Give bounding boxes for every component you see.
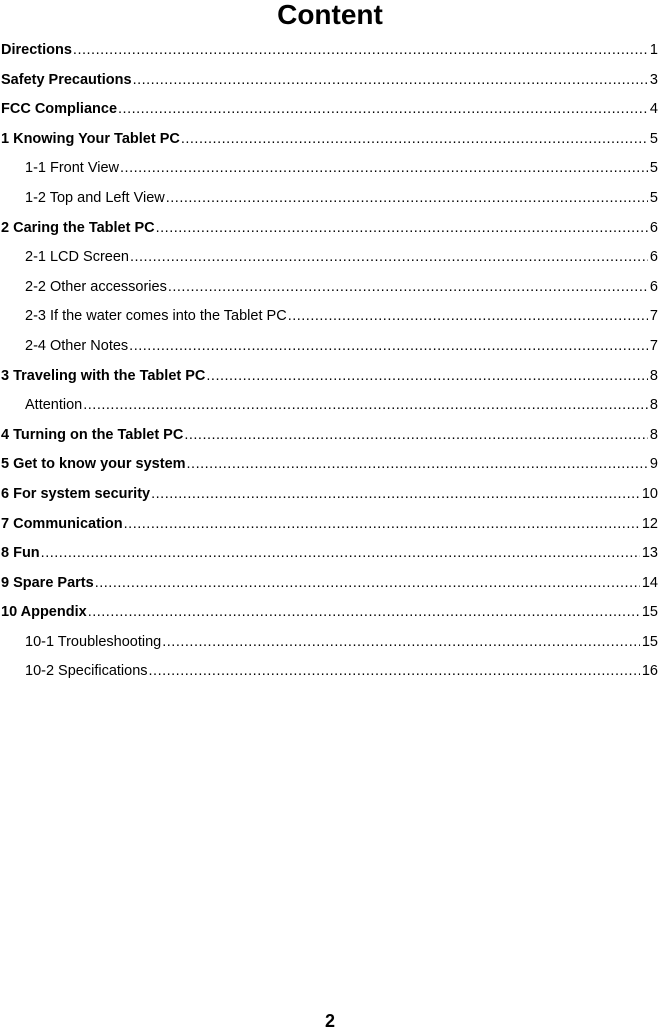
toc-entry-page: 4: [649, 101, 658, 118]
toc-entry[interactable]: [0, 421, 660, 451]
toc-entry-label: 10 Appendix: [1, 604, 87, 621]
toc-entry-page: 8: [649, 397, 658, 414]
dot-leader: [168, 273, 648, 303]
dot-leader: [41, 539, 640, 569]
toc-entry-page: 6: [649, 278, 658, 295]
toc-entry-page: 5: [649, 160, 658, 177]
toc-entry-page: 5: [649, 130, 658, 147]
dot-leader: [73, 36, 648, 66]
toc-entry[interactable]: [0, 125, 660, 155]
toc-entry[interactable]: [0, 243, 660, 273]
toc-entry[interactable]: [0, 539, 660, 569]
dot-leader: [120, 154, 648, 184]
toc-entry-page: 7: [649, 308, 658, 325]
toc-entry-page: 16: [641, 663, 658, 680]
dot-leader: [206, 362, 648, 392]
toc-entry[interactable]: [0, 273, 660, 303]
dot-leader: [149, 657, 640, 687]
toc-entry-label: 4 Turning on the Tablet PC: [1, 426, 184, 443]
dot-leader: [83, 391, 648, 421]
toc-entry[interactable]: [0, 36, 660, 66]
toc-entry-page: 10: [641, 485, 658, 502]
toc-entry[interactable]: [0, 95, 660, 125]
page-number: 2: [324, 1011, 335, 1031]
dot-leader: [151, 480, 640, 510]
toc-entry[interactable]: [0, 302, 660, 332]
toc-entry-label: 3 Traveling with the Tablet PC: [1, 367, 206, 384]
toc-entry-page: 15: [641, 633, 658, 650]
dot-leader: [156, 214, 648, 244]
dot-leader: [184, 421, 648, 451]
toc-entry-label: 6 For system security: [1, 485, 151, 502]
dot-leader: [129, 332, 648, 362]
toc-entry-page: 8: [649, 367, 658, 384]
toc-entry-label: 5 Get to know your system: [1, 456, 186, 473]
toc-entry-page: 12: [641, 515, 658, 532]
toc-entry[interactable]: [0, 510, 660, 540]
dot-leader: [88, 598, 640, 628]
toc-entry-label: 2-2 Other accessories: [25, 278, 167, 295]
toc-entry[interactable]: [0, 657, 660, 687]
toc-entry-label: 10-2 Specifications: [25, 663, 148, 680]
toc-entry-label: FCC Compliance: [1, 101, 118, 118]
toc-entry[interactable]: [0, 450, 660, 480]
toc-entry[interactable]: [0, 569, 660, 599]
toc-entry-label: 1-2 Top and Left View: [25, 189, 165, 206]
toc-entry-page: 6: [649, 249, 658, 266]
toc-entry-label: Safety Precautions: [1, 71, 132, 88]
dot-leader: [162, 628, 640, 658]
toc-entry-page: 6: [649, 219, 658, 236]
toc-entry-label: Directions: [1, 42, 72, 58]
toc-entry-label: 7 Communication: [1, 515, 123, 532]
toc-entry[interactable]: [0, 362, 660, 392]
toc-entry-page: 1: [649, 42, 658, 58]
toc-entry[interactable]: [0, 214, 660, 244]
toc-entry[interactable]: [0, 154, 660, 184]
toc-entry-label: 9 Spare Parts: [1, 574, 94, 591]
toc-entry-label: 2 Caring the Tablet PC: [1, 219, 155, 236]
toc-entry-label: 1 Knowing Your Tablet PC: [1, 130, 180, 147]
toc-entry[interactable]: [0, 628, 660, 658]
toc-entry[interactable]: [0, 391, 660, 421]
toc-entry-page: 3: [649, 71, 658, 88]
toc-entry-page: 14: [641, 574, 658, 591]
toc-entry-page: 5: [649, 189, 658, 206]
toc-entry-page: 9: [649, 456, 658, 473]
dot-leader: [130, 243, 648, 273]
toc-entry-label: 2-1 LCD Screen: [25, 249, 129, 266]
toc-entry[interactable]: [0, 480, 660, 510]
page-title: Content: [277, 0, 383, 30]
toc-entry-page: 15: [641, 604, 658, 621]
dot-leader: [181, 125, 648, 155]
toc-entry-page: 13: [641, 545, 658, 562]
table-of-contents: [0, 36, 660, 687]
dot-leader: [124, 510, 640, 540]
dot-leader: [288, 302, 648, 332]
toc-entry-label: 8 Fun: [1, 545, 40, 562]
dot-leader: [133, 66, 648, 96]
toc-entry[interactable]: [0, 598, 660, 628]
toc-entry[interactable]: [0, 66, 660, 96]
dot-leader: [95, 569, 640, 599]
toc-entry-label: 2-3 If the water comes into the Tablet PC: [25, 308, 287, 325]
toc-entry-page: 8: [649, 426, 658, 443]
toc-entry-label: 1-1 Front View: [25, 160, 120, 177]
toc-entry-label: 10-1 Troubleshooting: [25, 633, 162, 650]
toc-entry-label: 2-4 Other Notes: [25, 337, 129, 354]
toc-entry[interactable]: [0, 332, 660, 362]
dot-leader: [166, 184, 648, 214]
toc-entry[interactable]: [0, 184, 660, 214]
toc-entry-label: Attention: [25, 397, 83, 414]
dot-leader: [118, 95, 648, 125]
dot-leader: [187, 450, 648, 480]
toc-entry-page: 7: [649, 337, 658, 354]
